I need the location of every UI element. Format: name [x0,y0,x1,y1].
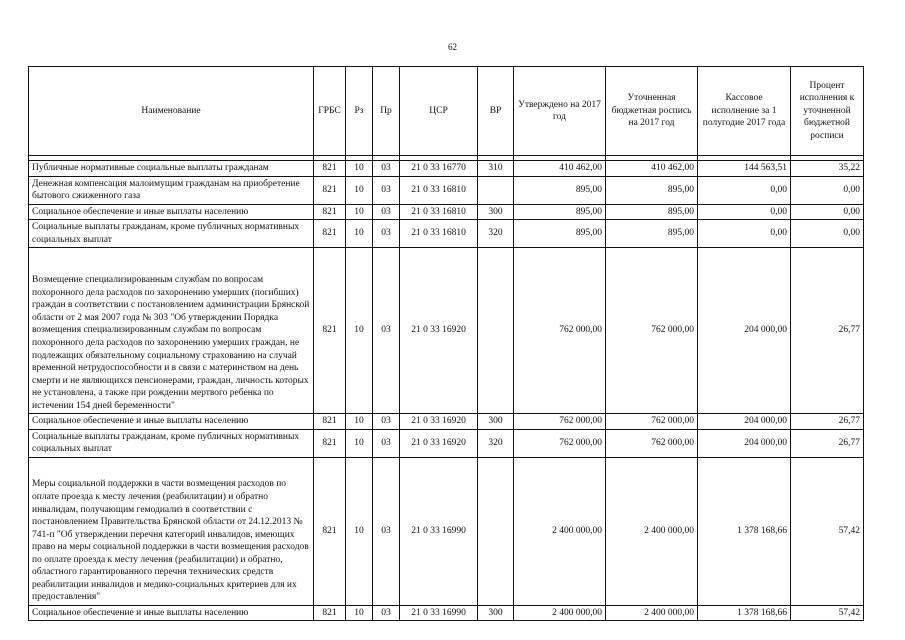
cell-name: Социальное обеспечение и иные выплаты населению [29,605,314,621]
cell-percent: 57,42 [791,457,864,605]
cell-cash: 0,00 [698,220,791,248]
cell-revised: 762 000,00 [606,429,698,457]
column-header-csr: ЦСР [400,67,478,156]
cell-vr [478,176,514,204]
cell-revised: 762 000,00 [606,414,698,430]
cell-pr: 03 [373,220,400,248]
cell-approved: 895,00 [514,220,606,248]
column-header-percent: Процент исполнения к уточненной бюджетной росписи [791,67,864,156]
cell-csr: 21 0 33 16770 [400,161,478,177]
table-header-row [29,67,864,156]
cell-csr: 21 0 33 16990 [400,457,478,605]
cell-rz: 10 [346,248,373,414]
cell-cash: 0,00 [698,204,791,220]
table-row [29,204,864,220]
cell-pr: 03 [373,414,400,430]
cell-csr: 21 0 33 16990 [400,605,478,621]
cell-revised: 410 462,00 [606,161,698,177]
cell-vr: 310 [478,161,514,177]
cell-grbs: 821 [314,457,346,605]
cell-approved: 762 000,00 [514,248,606,414]
cell-pr: 03 [373,204,400,220]
cell-cash: 204 000,00 [698,248,791,414]
cell-pr: 03 [373,457,400,605]
cell-percent: 26,77 [791,248,864,414]
cell-grbs: 821 [314,176,346,204]
table-row [29,248,864,414]
column-header-vr: ВР [478,67,514,156]
table-row [29,220,864,248]
cell-grbs: 821 [314,605,346,621]
table-row [29,429,864,457]
cell-grbs: 821 [314,414,346,430]
cell-approved: 762 000,00 [514,429,606,457]
column-header-grbs: ГРБС [314,67,346,156]
cell-revised: 2 400 000,00 [606,457,698,605]
cell-pr: 03 [373,248,400,414]
cell-revised: 895,00 [606,204,698,220]
cell-percent: 26,77 [791,414,864,430]
cell-vr: 300 [478,414,514,430]
cell-grbs: 821 [314,204,346,220]
cell-name: Социальное обеспечение и иные выплаты населению [29,204,314,220]
cell-cash: 1 378 168,66 [698,457,791,605]
cell-cash: 144 563,51 [698,161,791,177]
cell-pr: 03 [373,176,400,204]
cell-percent: 35,22 [791,161,864,177]
cell-revised: 2 400 000,00 [606,605,698,621]
cell-grbs: 821 [314,429,346,457]
table-row [29,457,864,605]
cell-vr [478,248,514,414]
cell-approved: 895,00 [514,176,606,204]
cell-csr: 21 0 33 16810 [400,176,478,204]
table-row [29,176,864,204]
cell-cash: 204 000,00 [698,429,791,457]
cell-rz: 10 [346,457,373,605]
column-header-rz: Рз [346,67,373,156]
cell-name: Социальное обеспечение и иные выплаты населению [29,414,314,430]
column-header-name: Наименование [29,67,314,156]
cell-approved: 2 400 000,00 [514,605,606,621]
column-header-cash: Кассовое исполнение за 1 полугодие 2017 года [698,67,791,156]
cell-cash: 1 378 168,66 [698,605,791,621]
cell-approved: 410 462,00 [514,161,606,177]
cell-name: Возмещение специализированным службам по вопросам похоронного дела расходов по захоронению умерших (погибших) граждан в соответствии с постановлением администрации Брянской области от 2 мая 2007 года № 303 "Об утверждении Порядка возмещения специализированным службам по вопросам похоронного дела расходов по захоронению умерших граждан, не подлежащих обязательному социальному страхованию на случай временной нетрудоспособности и в связи с материнством на день смерти и не являющихся пенсионерами, граждан, личность которых не установлена, а также при рождении мертвого ребенка по истечении 154 дней беременности" [29,248,314,414]
cell-vr [478,457,514,605]
cell-cash: 0,00 [698,176,791,204]
cell-approved: 895,00 [514,204,606,220]
cell-name: Публичные нормативные социальные выплаты гражданам [29,161,314,177]
cell-vr: 300 [478,204,514,220]
column-header-pr: Пр [373,67,400,156]
cell-csr: 21 0 33 16810 [400,220,478,248]
cell-pr: 03 [373,605,400,621]
cell-name: Меры социальной поддержки в части возмещения расходов по оплате проезда к месту лечения (реабилитации) и обратно инвалидам, получающим гемодиализ в соответствии с постановлением Правительства Брянской области от 24.12.2013 № 741-п "Об утверждении перечня категорий инвалидов, имеющих право на меры социальной поддержки в части возмещения расходов по оплате проезда к месту лечения (реабилитации) и обратно, областного гарантированного перечня технических средств реабилитации инвалидов и медико-социальных критериев для их предоставления" [29,457,314,605]
cell-name: Социальные выплаты гражданам, кроме публичных нормативных социальных выплат [29,220,314,248]
cell-percent: 0,00 [791,204,864,220]
cell-rz: 10 [346,204,373,220]
table-row [29,414,864,430]
cell-rz: 10 [346,429,373,457]
cell-revised: 895,00 [606,220,698,248]
cell-vr: 320 [478,220,514,248]
cell-rz: 10 [346,176,373,204]
table-row [29,161,864,177]
cell-csr: 21 0 33 16920 [400,248,478,414]
cell-pr: 03 [373,161,400,177]
column-header-approved: Утверждено на 2017 год [514,67,606,156]
cell-rz: 10 [346,161,373,177]
cell-percent: 26,77 [791,429,864,457]
cell-name: Социальные выплаты гражданам, кроме публичных нормативных социальных выплат [29,429,314,457]
cell-csr: 21 0 33 16920 [400,429,478,457]
cell-approved: 762 000,00 [514,414,606,430]
budget-execution-table [28,66,864,621]
column-header-revised: Уточненная бюджетная роспись на 2017 год [606,67,698,156]
cell-percent: 0,00 [791,176,864,204]
cell-percent: 0,00 [791,220,864,248]
cell-grbs: 821 [314,161,346,177]
cell-csr: 21 0 33 16810 [400,204,478,220]
cell-name: Денежная компенсация малоимущим гражданам на приобретение бытового сжиженного газа [29,176,314,204]
page-number: 62 [448,42,457,52]
cell-csr: 21 0 33 16920 [400,414,478,430]
table-row [29,605,864,621]
cell-rz: 10 [346,220,373,248]
cell-revised: 762 000,00 [606,248,698,414]
cell-vr: 300 [478,605,514,621]
cell-grbs: 821 [314,248,346,414]
cell-revised: 895,00 [606,176,698,204]
cell-vr: 320 [478,429,514,457]
cell-rz: 10 [346,605,373,621]
cell-percent: 57,42 [791,605,864,621]
cell-rz: 10 [346,414,373,430]
cell-grbs: 821 [314,220,346,248]
cell-pr: 03 [373,429,400,457]
cell-cash: 204 000,00 [698,414,791,430]
cell-approved: 2 400 000,00 [514,457,606,605]
